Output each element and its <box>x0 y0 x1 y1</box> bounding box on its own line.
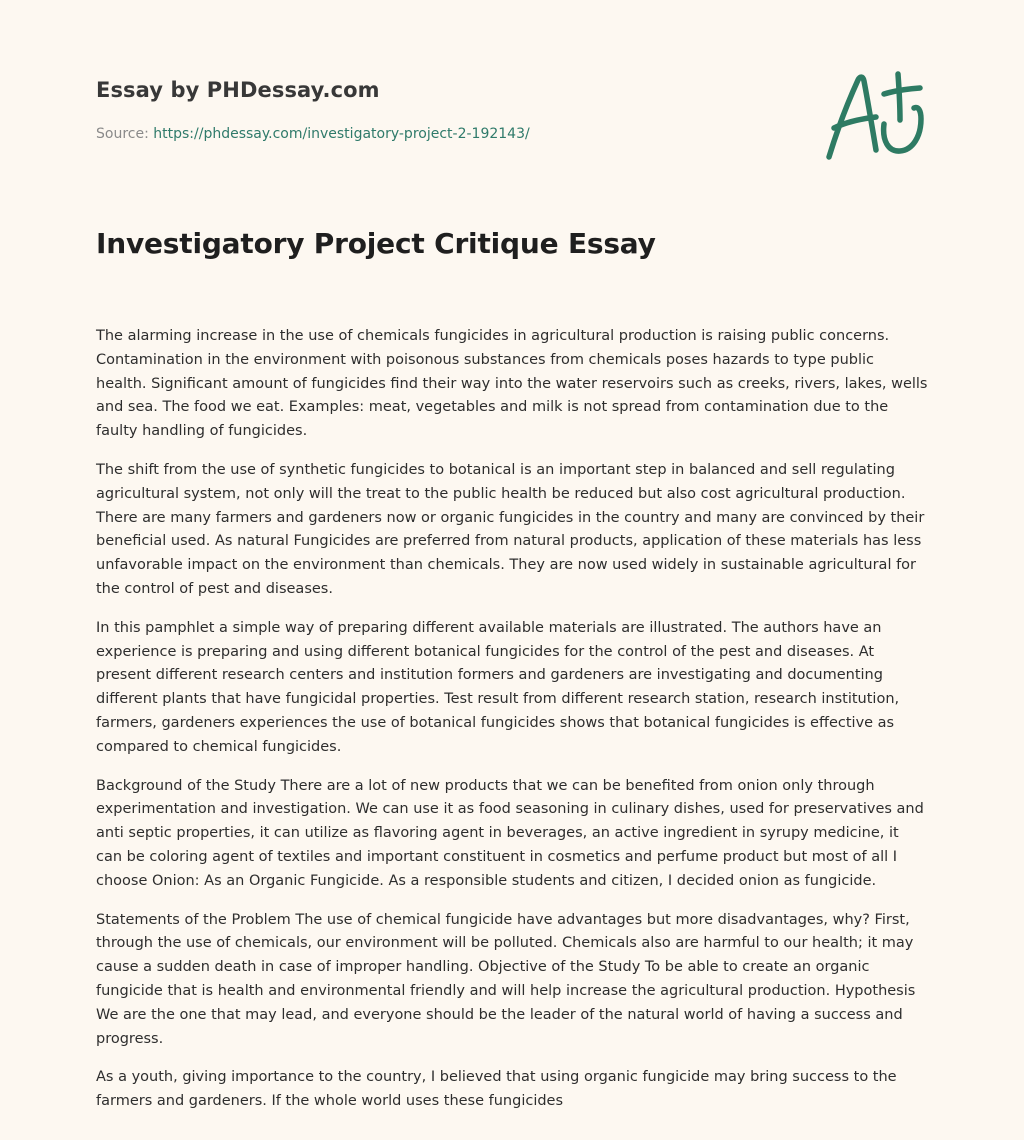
source-link[interactable]: https://phdessay.com/investigatory-project-2-192143/ <box>153 126 530 142</box>
essay-title: Investigatory Project Critique Essay <box>96 227 656 260</box>
paragraph: The alarming increase in the use of chemicals fungicides in agricultural production is raising public concerns. Contamination in the environment with poisonous substances from chemicals poses hazards to type public health. Significant amount of fungicides find their way into the water reservoirs such as creeks, rivers, lakes, wells and sea. The food we eat. Examples: meat, vegetables and milk is not spread from contamination due to the faulty handling of fungicides. <box>96 328 928 440</box>
source-label: Source: <box>96 126 149 142</box>
essay-body <box>96 325 928 1129</box>
paragraph: Background of the Study There are a lot of new products that we can be benefited from onion only through experimentation and investigation. We can use it as food seasoning in culinary dishes, used for preservatives and anti septic properties, it can utilize as flavoring agent in beverages, an active ingredient in syrupy medicine, it can be coloring agent of textiles and important constituent in cosmetics and perfume product but most of all I choose Onion: As an Organic Fungicide. As a responsible students and citizen, I decided onion as fungicide. <box>96 777 924 889</box>
brand-title: Essay by PHDessay.com <box>96 78 380 102</box>
a-plus-logo <box>820 64 932 168</box>
source-line <box>96 124 696 144</box>
paragraph: The shift from the use of synthetic fungicides to botanical is an important step in balanced and sell regulating agricultural system, not only will the treat to the public health be reduced but also cost agricultural production. There are many farmers and gardeners now or organic fungicides in the country and many are convinced by their beneficial used. As natural Fungicides are preferred from natural products, application of these materials has less unfavorable impact on the environment than chemicals. They are now used widely in sustainable agricultural for the control of pest and diseases. <box>96 461 925 597</box>
paragraph: As a youth, giving importance to the country, I believed that using organic fungicide may bring success to the farmers and gardeners. If the whole world uses these fungicides <box>96 1069 897 1110</box>
page-header <box>96 76 696 144</box>
paragraph: In this pamphlet a simple way of preparing different available materials are illustrated. The authors have an experience is preparing and using different botanical fungicides for the control of the pest and diseases. At present different research centers and institution formers and gardeners are investigating and documenting different plants that have fungicidal properties. Test result from different research station, research institution, farmers, gardeners experiences the use of botanical fungicides shows that botanical fungicides is effective as compared to chemical fungicides. <box>96 619 900 755</box>
paragraph: Statements of the Problem The use of chemical fungicide have advantages but more disadvantages, why? First, through the use of chemicals, our environment will be polluted. Chemicals also are harmful to our health; it may cause a sudden death in case of improper handling. Objective of the Study To be able to create an organic fungicide that is health and environmental friendly and will help increase the agricultural production. Hypothesis We are the one that may lead, and everyone should be the leader of the natural world of having a success and progress. <box>96 911 916 1047</box>
